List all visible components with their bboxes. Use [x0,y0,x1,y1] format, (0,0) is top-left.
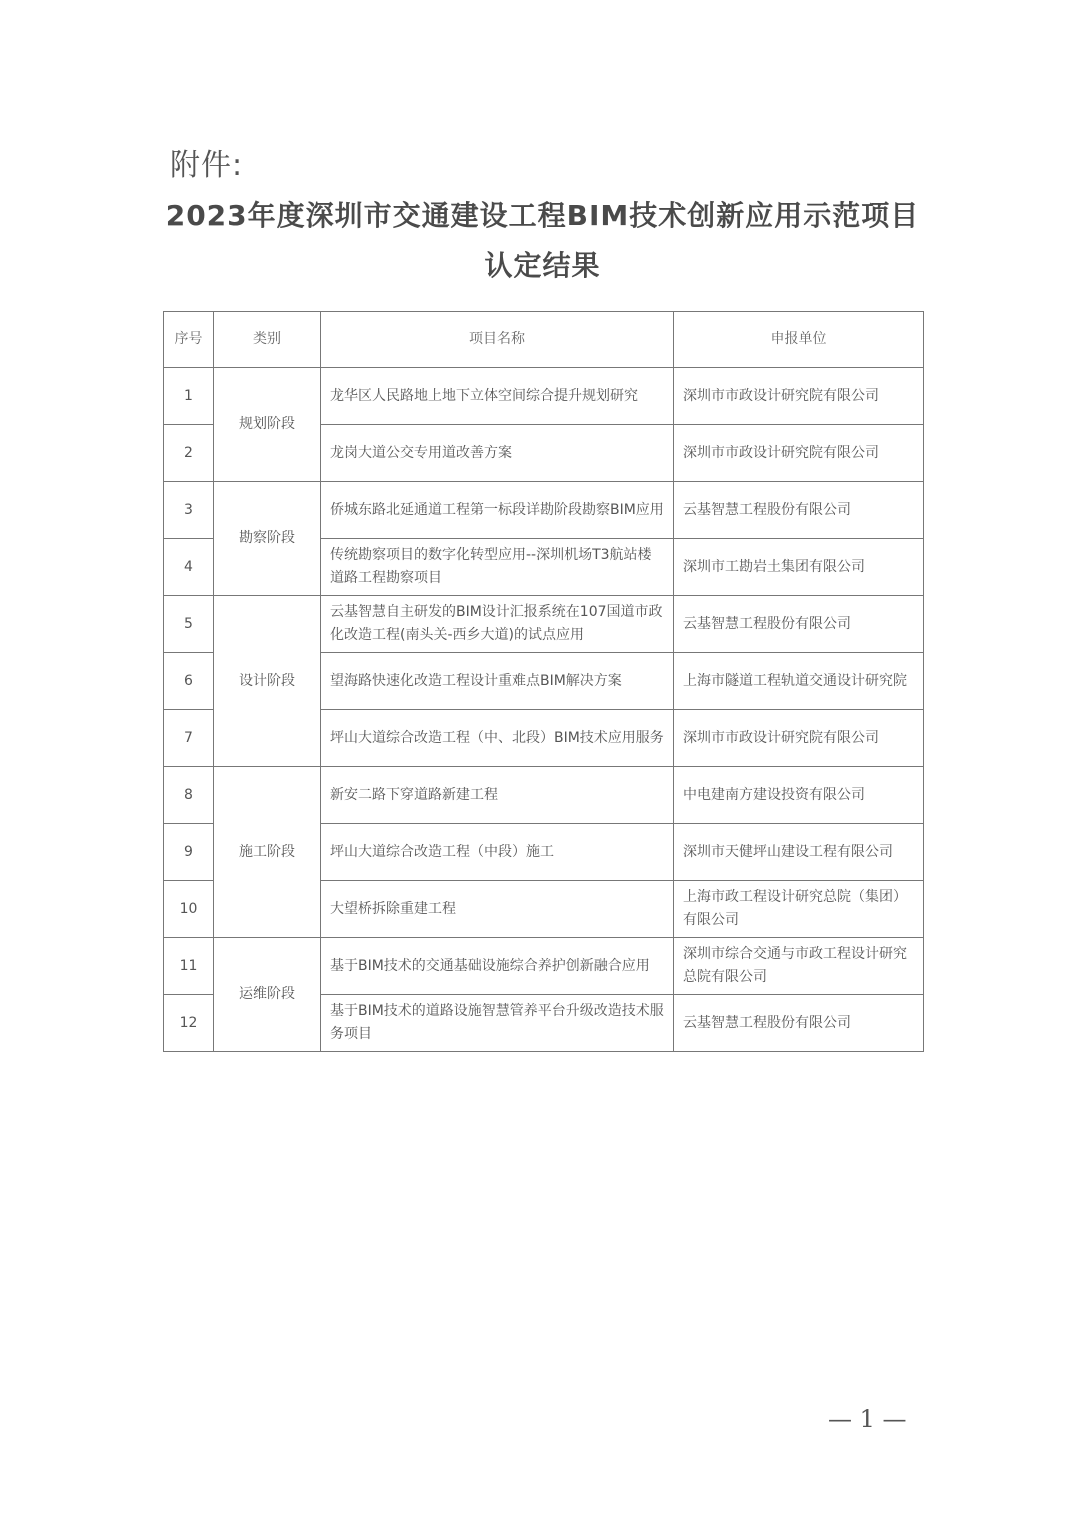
category-cell: 运维阶段 [214,938,321,1052]
column-header-project-name: 项目名称 [321,312,674,368]
project-name: 基于BIM技术的交通基础设施综合养护创新融合应用 [321,938,674,995]
document-title-line2: 认定结果 [484,249,601,282]
project-name: 侨城东路北延通道工程第一标段详勘阶段勘察BIM应用 [321,482,674,539]
document-title: 2023年度深圳市交通建设工程BIM技术创新应用示范项目 [165,199,920,232]
row-index: 4 [164,539,214,596]
table-row [164,767,924,824]
applicant-unit: 云基智慧工程股份有限公司 [674,482,924,539]
applicant-unit: 上海市政工程设计研究总院（集团）有限公司 [674,881,924,938]
row-index: 8 [164,767,214,824]
project-name: 坪山大道综合改造工程（中、北段）BIM技术应用服务 [321,710,674,767]
applicant-unit: 深圳市工勘岩土集团有限公司 [674,539,924,596]
row-index: 2 [164,425,214,482]
row-index: 9 [164,824,214,881]
row-index: 7 [164,710,214,767]
row-index: 1 [164,368,214,425]
row-index: 3 [164,482,214,539]
row-index: 6 [164,653,214,710]
applicant-unit: 上海市隧道工程轨道交通设计研究院 [674,653,924,710]
applicant-unit: 深圳市市政设计研究院有限公司 [674,368,924,425]
applicant-unit: 中电建南方建设投资有限公司 [674,767,924,824]
category-cell: 勘察阶段 [214,482,321,596]
project-name: 传统勘察项目的数字化转型应用--深圳机场T3航站楼道路工程勘察项目 [321,539,674,596]
column-header-applicant: 申报单位 [674,312,924,368]
table-row [164,596,924,653]
category-cell: 设计阶段 [214,596,321,767]
result-table [163,311,924,1052]
applicant-unit: 深圳市市政设计研究院有限公司 [674,425,924,482]
project-name: 坪山大道综合改造工程（中段）施工 [321,824,674,881]
category-cell: 施工阶段 [214,767,321,938]
applicant-unit: 云基智慧工程股份有限公司 [674,596,924,653]
row-index: 12 [164,995,214,1052]
project-name: 大望桥拆除重建工程 [321,881,674,938]
applicant-unit: 深圳市天健坪山建设工程有限公司 [674,824,924,881]
project-name: 基于BIM技术的道路设施智慧管养平台升级改造技术服务项目 [321,995,674,1052]
row-index: 5 [164,596,214,653]
category-cell: 规划阶段 [214,368,321,482]
applicant-unit: 云基智慧工程股份有限公司 [674,995,924,1052]
applicant-unit: 深圳市市政设计研究院有限公司 [674,710,924,767]
column-header-index: 序号 [164,312,214,368]
page-number: — 1 — [828,1405,907,1433]
row-index: 11 [164,938,214,995]
table-row [164,482,924,539]
table-row [164,368,924,425]
project-name: 云基智慧自主研发的BIM设计汇报系统在107国道市政化改造工程(南头关-西乡大道)的试点应用 [321,596,674,653]
applicant-unit: 深圳市综合交通与市政工程设计研究总院有限公司 [674,938,924,995]
row-index: 10 [164,881,214,938]
project-name: 望海路快速化改造工程设计重难点BIM解决方案 [321,653,674,710]
attachment-label: 附件: [170,148,244,183]
project-name: 龙华区人民路地上地下立体空间综合提升规划研究 [321,368,674,425]
table-header-row [164,312,924,368]
column-header-category: 类别 [214,312,321,368]
table-row [164,938,924,995]
project-name: 龙岗大道公交专用道改善方案 [321,425,674,482]
project-name: 新安二路下穿道路新建工程 [321,767,674,824]
